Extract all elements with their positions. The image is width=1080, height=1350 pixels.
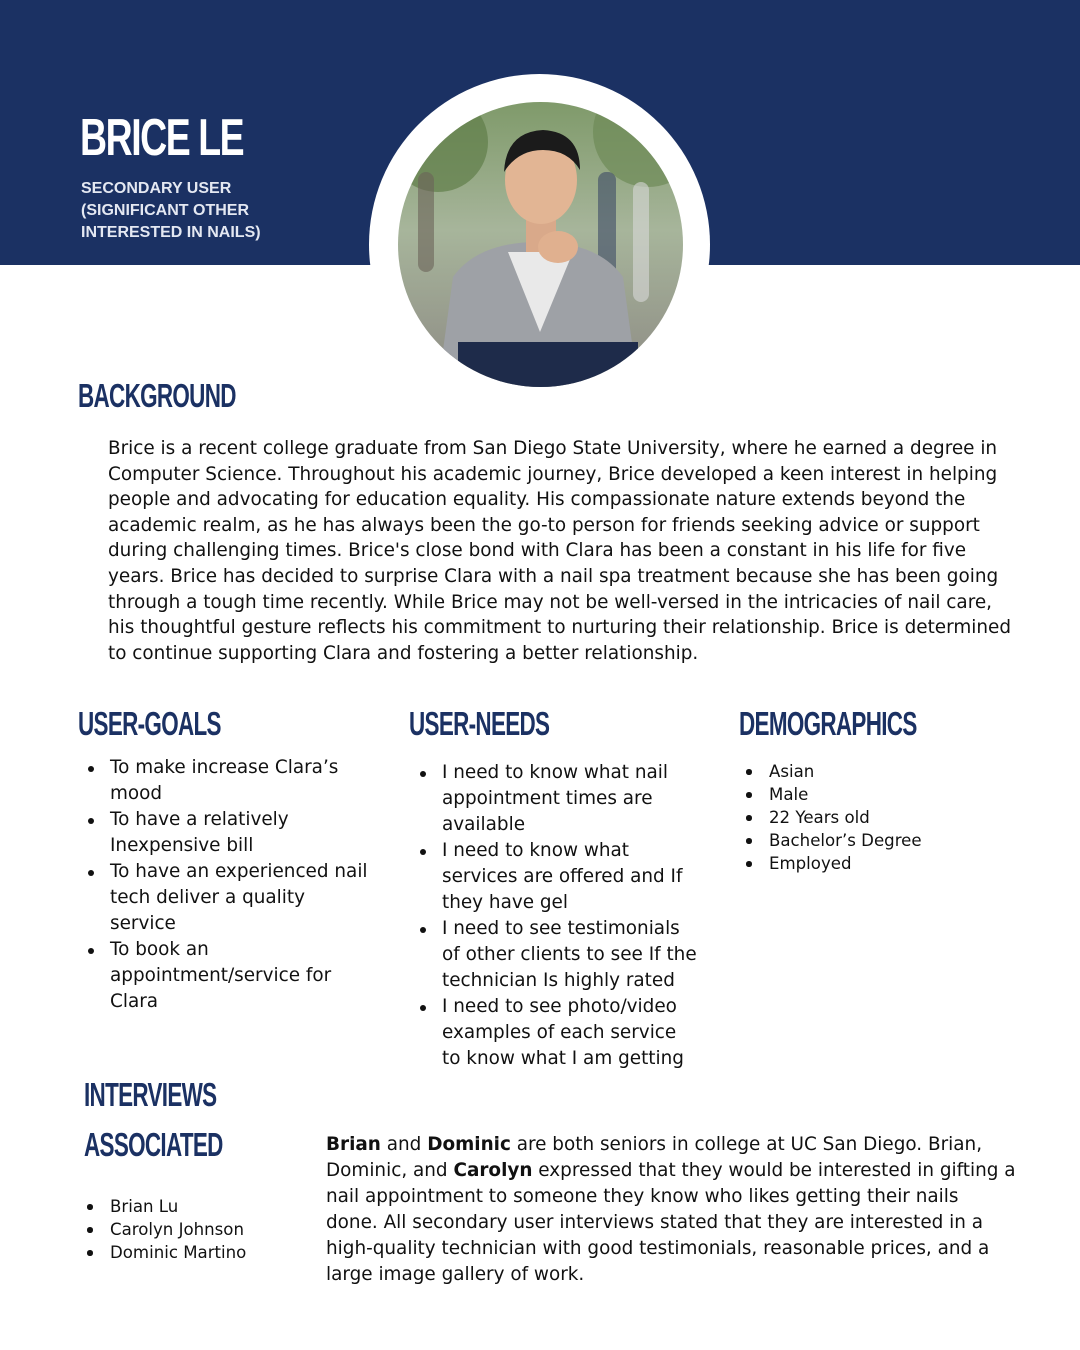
- background-text: Brice is a recent college graduate from San Diego State University, where he earned a degree in Computer Science. Throughout his academic journey, Brice developed a keen interest in helping people and advocating for education equality. His compassionate nature extends beyond the academic realm, as he has always been the go-to person for friends seeking advice or support during challenging times. Brice's close bond with Clara has been a constant in his life for five years. Brice has decided to surprise Clara with a nail spa treatment because she has been going through a tough time recently. While Brice may not be well-versed in the intricacies of nail care, his thoughtful gesture reflects his commitment to nurturing their relationship. Brice is determined to continue supporting Clara and fostering a better relationship.: [108, 438, 1012, 664]
- summary-text: expressed that they would be interested in gifting a nail appointment to someone they know who likes getting their nails done. All secondary user interviews stated that they are interested in a high-quality technician with good testimonials, reasonable prices, and a large image gallery of work.: [326, 1160, 1016, 1285]
- interviewee-name: Brian: [326, 1134, 381, 1155]
- associated-heading: ASSOCIATED: [84, 1126, 223, 1163]
- persona-photo: [398, 102, 683, 387]
- role-line: (SIGNIFICANT OTHER: [81, 202, 249, 219]
- list-item: Employed: [737, 852, 1017, 875]
- demographics-list: [737, 760, 1017, 875]
- list-item: I need to see photo/video examples of each service to know what I am getting: [410, 994, 700, 1072]
- list-item: To have a relatively Inexpensive bill: [78, 807, 368, 859]
- list-item: I need to know what nail appointment times are available: [410, 760, 700, 838]
- user-needs-list: [410, 760, 700, 1072]
- list-item: To have an experienced nail tech deliver a quality service: [78, 859, 368, 937]
- background-heading: BACKGROUND: [78, 377, 236, 414]
- interviewee-name: Dominic: [427, 1134, 511, 1155]
- interviews-heading: INTERVIEWS: [84, 1076, 217, 1113]
- persona-name: BRICE LE: [80, 109, 244, 167]
- list-item: Carolyn Johnson: [78, 1218, 318, 1241]
- summary-text: are both seniors in college at UC San Diego. Brian, Dominic, and: [326, 1134, 983, 1181]
- user-goals-heading: USER-GOALS: [78, 705, 221, 742]
- list-item: To book an appointment/service for Clara: [78, 937, 368, 1015]
- list-item: Male: [737, 783, 1017, 806]
- list-item: Asian: [737, 760, 1017, 783]
- interviews-list: [78, 1195, 318, 1264]
- interviews-summary: [326, 1132, 1016, 1288]
- user-needs-heading: USER-NEEDS: [409, 705, 550, 742]
- role-line: SECONDARY USER: [81, 180, 232, 197]
- summary-text: and: [380, 1134, 428, 1155]
- list-item: Brian Lu: [78, 1195, 318, 1218]
- demographics-heading: DEMOGRAPHICS: [739, 705, 917, 742]
- list-item: Bachelor’s Degree: [737, 829, 1017, 852]
- list-item: To make increase Clara’s mood: [78, 755, 368, 807]
- role-line: INTERESTED IN NAILS): [81, 224, 261, 241]
- list-item: Dominic Martino: [78, 1241, 318, 1264]
- interviewee-name: Carolyn: [453, 1160, 533, 1181]
- list-item: I need to see testimonials of other clients to see If the technician Is highly rated: [410, 916, 700, 994]
- list-item: 22 Years old: [737, 806, 1017, 829]
- user-goals-list: [78, 755, 368, 1015]
- list-item: I need to know what services are offered and If they have gel: [410, 838, 700, 916]
- persona-role: [81, 178, 341, 244]
